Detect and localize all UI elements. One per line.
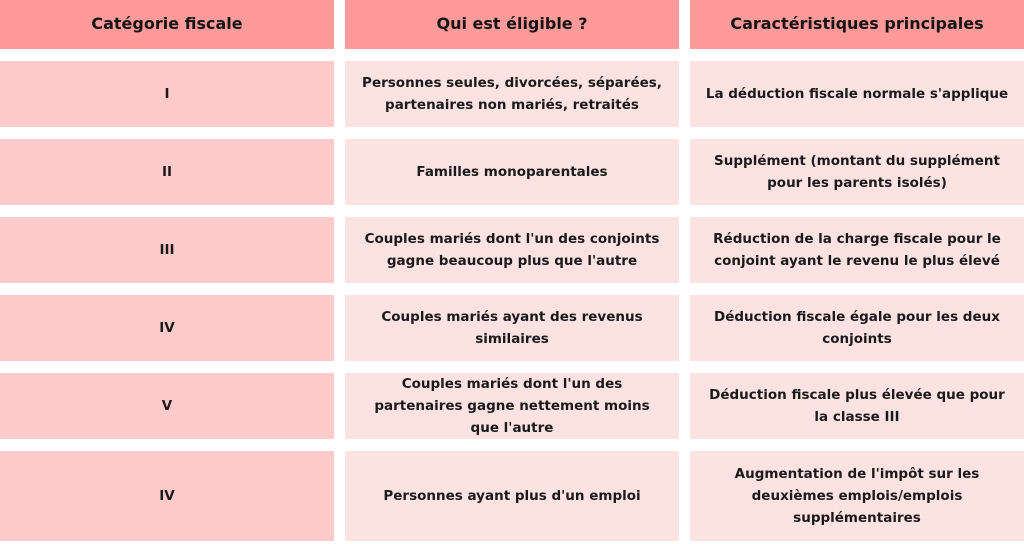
table-row-1-eligibility: Personnes seules, divorcées, séparées, partenaires non mariés, retraités [345, 61, 679, 127]
table-row-2-category: II [0, 139, 334, 205]
table-row-3-eligibility: Couples mariés dont l'un des conjoints gagne beaucoup plus que l'autre [345, 217, 679, 283]
table-row-3-category: III [0, 217, 334, 283]
table-row-6-features: Augmentation de l'impôt sur les deuxièmes emplois/emplois supplémentaires [690, 451, 1024, 541]
table-row-4-eligibility: Couples mariés ayant des revenus similaires [345, 295, 679, 361]
table-row-5-category: V [0, 373, 334, 439]
table-row-2-eligibility: Familles monoparentales [345, 139, 679, 205]
table-row-2-features: Supplément (montant du supplément pour les parents isolés) [690, 139, 1024, 205]
header-eligibility: Qui est éligible ? [345, 0, 679, 49]
table-row-1-features: La déduction fiscale normale s'applique [690, 61, 1024, 127]
table-row-5-features: Déduction fiscale plus élevée que pour la classe III [690, 373, 1024, 439]
table-row-4-features: Déduction fiscale égale pour les deux conjoints [690, 295, 1024, 361]
table-row-4-category: IV [0, 295, 334, 361]
table-row-6-category: IV [0, 451, 334, 541]
table-row-6-eligibility: Personnes ayant plus d'un emploi [345, 451, 679, 541]
table-row-3-features: Réduction de la charge fiscale pour le conjoint ayant le revenu le plus élevé [690, 217, 1024, 283]
header-main-features: Caractéristiques principales [690, 0, 1024, 49]
table-row-1-category: I [0, 61, 334, 127]
header-tax-category: Catégorie fiscale [0, 0, 334, 49]
table-row-5-eligibility: Couples mariés dont l'un des partenaires gagne nettement moins que l'autre [345, 373, 679, 439]
